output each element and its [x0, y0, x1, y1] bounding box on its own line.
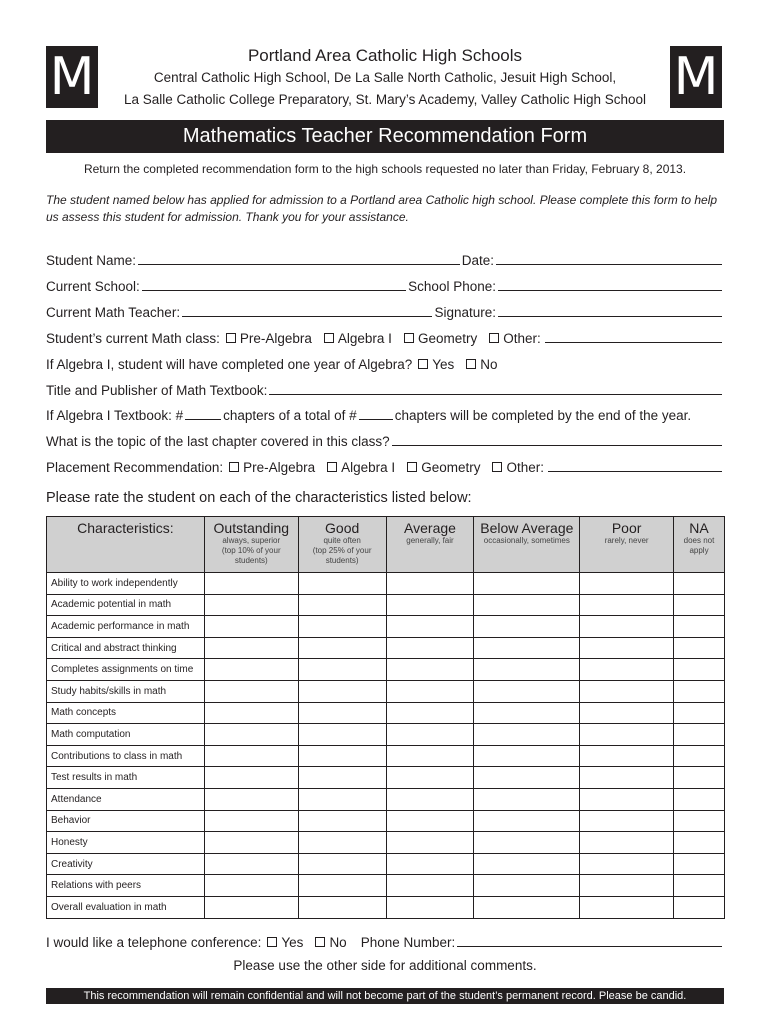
rating-cell-average[interactable] [386, 616, 474, 638]
rating-cell-good[interactable] [298, 594, 386, 616]
algebra-year-no-checkbox[interactable] [466, 359, 476, 369]
rating-cell-poor[interactable] [580, 853, 674, 875]
header-schools-line2: La Salle Catholic College Preparatory, St. Mary’s Academy, Valley Catholic High School [124, 92, 646, 107]
math-class-algebra1-checkbox[interactable] [324, 333, 334, 343]
textbook-label: Title and Publisher of Math Textbook: [46, 383, 268, 398]
rating-cell-outstanding[interactable] [204, 616, 298, 638]
math-class-other-checkbox[interactable] [489, 333, 499, 343]
rating-cell-good[interactable] [298, 680, 386, 702]
rating-cell-below-average[interactable] [474, 616, 580, 638]
conference-no-label: No [329, 935, 347, 950]
rating-cell-na[interactable] [674, 616, 725, 638]
placement-geometry-checkbox[interactable] [407, 462, 417, 472]
last-chapter-field[interactable] [392, 433, 722, 446]
signature-field[interactable] [498, 304, 722, 317]
chapters-label-a: If Algebra I Textbook: # [46, 408, 184, 423]
row-algebra-year [46, 354, 724, 372]
row-textbook [46, 380, 724, 398]
rating-cell-below-average[interactable] [474, 724, 580, 746]
header-average: Average generally, fair [386, 517, 474, 573]
algebra-year-yes-checkbox[interactable] [418, 359, 428, 369]
rating-cell-na[interactable] [674, 875, 725, 897]
rating-cell-good[interactable] [298, 896, 386, 918]
form-title: Mathematics Teacher Recommendation Form [46, 120, 724, 153]
math-class-label: Student’s current Math class: [46, 331, 220, 346]
characteristic-label: Academic potential in math [47, 594, 205, 616]
rating-cell-good[interactable] [298, 745, 386, 767]
characteristic-label: Overall evaluation in math [47, 896, 205, 918]
phone-number-label: Phone Number: [360, 935, 456, 950]
characteristic-label: Contributions to class in math [47, 745, 205, 767]
rating-cell-good[interactable] [298, 659, 386, 681]
rating-cell-na[interactable] [674, 637, 725, 659]
header-title: Portland Area Catholic High Schools [247, 46, 523, 65]
rating-cell-average[interactable] [386, 810, 474, 832]
rating-cell-below-average[interactable] [474, 745, 580, 767]
table-row [47, 659, 725, 681]
characteristic-label: Completes assignments on time [47, 659, 205, 681]
header-schools-line1: Central Catholic High School, De La Salle North Catholic, Jesuit High School, [153, 70, 617, 85]
algebra-year-no-label: No [480, 357, 498, 372]
table-row [47, 788, 725, 810]
rating-cell-outstanding[interactable] [204, 659, 298, 681]
row-current-school [46, 276, 724, 294]
rating-cell-na[interactable] [674, 680, 725, 702]
algebra-year-yes-label: Yes [432, 357, 455, 372]
characteristic-label: Creativity [47, 853, 205, 875]
header-na: NA does not apply [674, 517, 725, 573]
rating-cell-average[interactable] [386, 702, 474, 724]
math-class-algebra1-label: Algebra I [337, 331, 392, 346]
rating-cell-outstanding[interactable] [204, 745, 298, 767]
placement-other-label: Other: [506, 460, 544, 475]
chapters-label-c: chapters will be completed by the end of the year. [394, 408, 692, 423]
rating-cell-average[interactable] [386, 724, 474, 746]
student-name-field[interactable] [138, 252, 460, 265]
rating-cell-poor[interactable] [580, 616, 674, 638]
header-below-average: Below Average occasionally, sometimes [474, 517, 580, 573]
row-placement [46, 457, 724, 475]
rating-cell-na[interactable] [674, 788, 725, 810]
characteristic-label: Critical and abstract thinking [47, 637, 205, 659]
rating-cell-outstanding[interactable] [204, 573, 298, 595]
rating-cell-outstanding[interactable] [204, 680, 298, 702]
header-good: Good quite often (top 25% of your students) [298, 517, 386, 573]
rating-cell-below-average[interactable] [474, 702, 580, 724]
algebra-year-label: If Algebra I, student will have completed one year of Algebra? [46, 357, 413, 372]
rating-cell-below-average[interactable] [474, 832, 580, 854]
math-class-geometry-label: Geometry [417, 331, 478, 346]
rating-cell-na[interactable] [674, 767, 725, 789]
math-class-geometry-checkbox[interactable] [404, 333, 414, 343]
rating-cell-poor[interactable] [580, 810, 674, 832]
school-logo-left: M [46, 46, 98, 108]
characteristic-label: Math concepts [47, 702, 205, 724]
rating-cell-below-average[interactable] [474, 659, 580, 681]
current-teacher-label: Current Math Teacher: [46, 305, 181, 320]
date-field[interactable] [496, 252, 722, 265]
table-row [47, 745, 725, 767]
characteristic-label: Test results in math [47, 767, 205, 789]
placement-pre-algebra-label: Pre-Algebra [243, 460, 316, 475]
chapters-total-field[interactable] [359, 407, 393, 420]
rating-cell-na[interactable] [674, 573, 725, 595]
placement-label: Placement Recommendation: [46, 460, 224, 475]
rating-cell-na[interactable] [674, 594, 725, 616]
rating-cell-na[interactable] [674, 832, 725, 854]
rating-cell-poor[interactable] [580, 767, 674, 789]
placement-pre-algebra-checkbox[interactable] [229, 462, 239, 472]
rating-cell-below-average[interactable] [474, 875, 580, 897]
rating-cell-average[interactable] [386, 788, 474, 810]
rating-cell-average[interactable] [386, 573, 474, 595]
placement-algebra1-label: Algebra I [341, 460, 396, 475]
characteristic-label: Honesty [47, 832, 205, 854]
table-row [47, 767, 725, 789]
rating-cell-na[interactable] [674, 659, 725, 681]
rating-cell-poor[interactable] [580, 680, 674, 702]
rating-cell-na[interactable] [674, 853, 725, 875]
table-row [47, 896, 725, 918]
rating-cell-poor[interactable] [580, 724, 674, 746]
rating-cell-good[interactable] [298, 724, 386, 746]
rating-cell-outstanding[interactable] [204, 767, 298, 789]
conference-no-checkbox[interactable] [315, 937, 325, 947]
rating-cell-good[interactable] [298, 832, 386, 854]
characteristic-label: Attendance [47, 788, 205, 810]
rating-cell-good[interactable] [298, 637, 386, 659]
rating-cell-na[interactable] [674, 702, 725, 724]
rating-cell-good[interactable] [298, 853, 386, 875]
characteristic-label: Math computation [47, 724, 205, 746]
return-deadline-note: Return the completed recommendation form to the high schools requested no later than Friday, February 8, 2013. [83, 162, 687, 176]
math-class-other-label: Other: [503, 331, 541, 346]
rating-cell-below-average[interactable] [474, 767, 580, 789]
rating-cell-outstanding[interactable] [204, 637, 298, 659]
rating-cell-na[interactable] [674, 810, 725, 832]
placement-geometry-label: Geometry [421, 460, 481, 475]
textbook-field[interactable] [269, 382, 722, 395]
rating-cell-outstanding[interactable] [204, 853, 298, 875]
table-row [47, 637, 725, 659]
rating-cell-average[interactable] [386, 896, 474, 918]
chapters-completed-field[interactable] [185, 407, 221, 420]
school-phone-field[interactable] [498, 278, 722, 291]
school-logo-right: M [670, 46, 722, 108]
rating-cell-outstanding[interactable] [204, 896, 298, 918]
conference-yes-checkbox[interactable] [267, 937, 277, 947]
rating-cell-outstanding[interactable] [204, 875, 298, 897]
characteristic-label: Behavior [47, 810, 205, 832]
rating-cell-good[interactable] [298, 616, 386, 638]
intro-text: The student named below has applied for admission to a Portland area Catholic high school. Please complete this form to help us assess this student for admission. Thank you for your assistance. [46, 193, 718, 224]
rating-cell-poor[interactable] [580, 875, 674, 897]
math-class-pre-algebra-label: Pre-Algebra [239, 331, 312, 346]
last-chapter-label: What is the topic of the last chapter covered in this class? [46, 434, 390, 449]
rating-cell-poor[interactable] [580, 659, 674, 681]
rating-cell-good[interactable] [298, 875, 386, 897]
row-telephone-conference [46, 930, 724, 950]
current-school-field[interactable] [142, 278, 406, 291]
row-math-class [46, 328, 724, 346]
table-row [47, 832, 725, 854]
characteristic-label: Relations with peers [47, 875, 205, 897]
conference-label: I would like a telephone conference: [46, 935, 262, 950]
rating-cell-below-average[interactable] [474, 637, 580, 659]
row-current-teacher [46, 302, 724, 320]
confidentiality-footer: This recommendation will remain confidential and will not become part of the student’s permanent record. Please be candid. [46, 988, 724, 1004]
rating-cell-outstanding[interactable] [204, 788, 298, 810]
table-row [47, 810, 725, 832]
placement-other-checkbox[interactable] [492, 462, 502, 472]
rating-header-row [47, 517, 725, 573]
rating-cell-below-average[interactable] [474, 680, 580, 702]
rating-cell-average[interactable] [386, 745, 474, 767]
rating-cell-average[interactable] [386, 853, 474, 875]
header-characteristics: Characteristics: [47, 517, 205, 573]
conference-yes-label: Yes [281, 935, 304, 950]
rating-cell-below-average[interactable] [474, 788, 580, 810]
rating-cell-poor[interactable] [580, 637, 674, 659]
rating-cell-outstanding[interactable] [204, 810, 298, 832]
rating-cell-average[interactable] [386, 594, 474, 616]
rating-cell-good[interactable] [298, 788, 386, 810]
rating-cell-below-average[interactable] [474, 853, 580, 875]
rating-cell-average[interactable] [386, 767, 474, 789]
signature-label: Signature: [434, 305, 496, 320]
rating-cell-below-average[interactable] [474, 896, 580, 918]
table-row [47, 680, 725, 702]
rating-cell-poor[interactable] [580, 832, 674, 854]
rating-cell-average[interactable] [386, 637, 474, 659]
current-school-label: Current School: [46, 279, 140, 294]
phone-number-field[interactable] [457, 934, 722, 947]
characteristic-label: Study habits/skills in math [47, 680, 205, 702]
table-row [47, 573, 725, 595]
row-student-name [46, 250, 724, 268]
rating-cell-average[interactable] [386, 659, 474, 681]
table-row [47, 702, 725, 724]
rating-cell-good[interactable] [298, 810, 386, 832]
math-class-pre-algebra-checkbox[interactable] [226, 333, 236, 343]
rating-cell-poor[interactable] [580, 788, 674, 810]
rating-cell-outstanding[interactable] [204, 832, 298, 854]
rating-cell-poor[interactable] [580, 573, 674, 595]
characteristic-label: Academic performance in math [47, 616, 205, 638]
school-phone-label: School Phone: [408, 279, 496, 294]
rating-cell-good[interactable] [298, 573, 386, 595]
table-row [47, 724, 725, 746]
math-class-other-field[interactable] [545, 330, 722, 343]
rating-cell-good[interactable] [298, 767, 386, 789]
other-side-note: Please use the other side for additional comments. [233, 958, 537, 973]
rating-cell-poor[interactable] [580, 745, 674, 767]
rating-cell-average[interactable] [386, 832, 474, 854]
rating-cell-below-average[interactable] [474, 810, 580, 832]
rating-heading: Please rate the student on each of the characteristics listed below: [46, 490, 472, 506]
row-last-chapter [46, 431, 724, 449]
rating-cell-good[interactable] [298, 702, 386, 724]
header-poor: Poor rarely, never [580, 517, 674, 573]
rating-cell-poor[interactable] [580, 594, 674, 616]
rating-table [46, 516, 725, 919]
rating-cell-outstanding[interactable] [204, 724, 298, 746]
table-row [47, 616, 725, 638]
rating-cell-outstanding[interactable] [204, 702, 298, 724]
rating-cell-na[interactable] [674, 724, 725, 746]
rating-cell-poor[interactable] [580, 702, 674, 724]
rating-cell-below-average[interactable] [474, 594, 580, 616]
rating-cell-average[interactable] [386, 875, 474, 897]
table-row [47, 875, 725, 897]
rating-cell-na[interactable] [674, 896, 725, 918]
chapters-label-b: chapters of a total of # [223, 408, 357, 423]
placement-other-field[interactable] [548, 459, 722, 472]
current-teacher-field[interactable] [182, 304, 432, 317]
header-outstanding: Outstanding always, superior (top 10% of your students) [204, 517, 298, 573]
rating-cell-poor[interactable] [580, 896, 674, 918]
rating-cell-outstanding[interactable] [204, 594, 298, 616]
characteristic-label: Ability to work independently [47, 573, 205, 595]
student-name-label: Student Name: [46, 253, 137, 268]
placement-algebra1-checkbox[interactable] [327, 462, 337, 472]
rating-cell-below-average[interactable] [474, 573, 580, 595]
rating-cell-na[interactable] [674, 745, 725, 767]
table-row [47, 853, 725, 875]
rating-cell-average[interactable] [386, 680, 474, 702]
row-algebra-chapters [46, 405, 724, 423]
table-row [47, 594, 725, 616]
date-label: Date: [461, 253, 494, 268]
